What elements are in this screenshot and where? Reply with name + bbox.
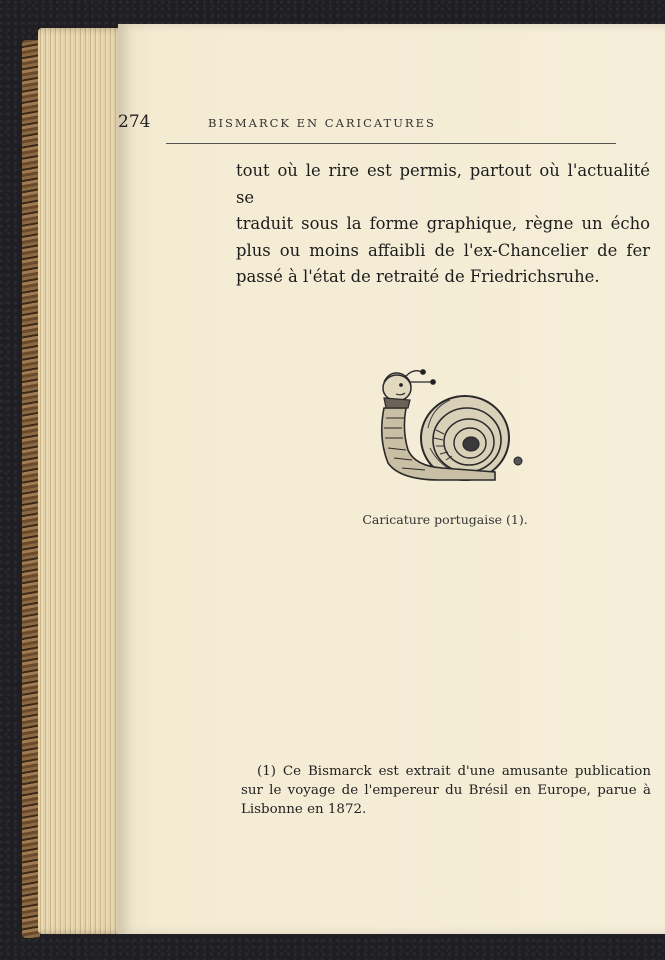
figure-caption: Caricature portugaise (1). (362, 512, 528, 527)
body-line: tout où le rire est permis, partout où l'actualité se (236, 161, 650, 207)
footnote-line: sur le voyage de l'empereur du Brésil en Europe, parue à (241, 783, 651, 798)
running-title: BISMARCK EN CARICATURES (208, 116, 436, 130)
page-header (118, 108, 618, 148)
body-line: passé à l'état de retraité de Friedrichsruhe. (236, 267, 600, 286)
page-number: 274 (118, 112, 151, 132)
body-line: plus ou moins affaibli de l'ex-Chancelier de fer (236, 240, 650, 260)
header-rule (166, 143, 616, 144)
bismarck-head (383, 370, 435, 408)
body-paragraph (236, 158, 650, 291)
footnote-line: Lisbonne en 1872. (241, 802, 367, 817)
page-stack-edges (38, 28, 126, 934)
small-pebble (514, 457, 522, 465)
footnote (241, 762, 651, 819)
body-line: traduit sous la forme graphique, règne un écho (236, 214, 650, 233)
footnote-line: (1) Ce Bismarck est extrait d'une amusante publication (257, 764, 651, 779)
snail-caricature-illustration (370, 368, 532, 488)
